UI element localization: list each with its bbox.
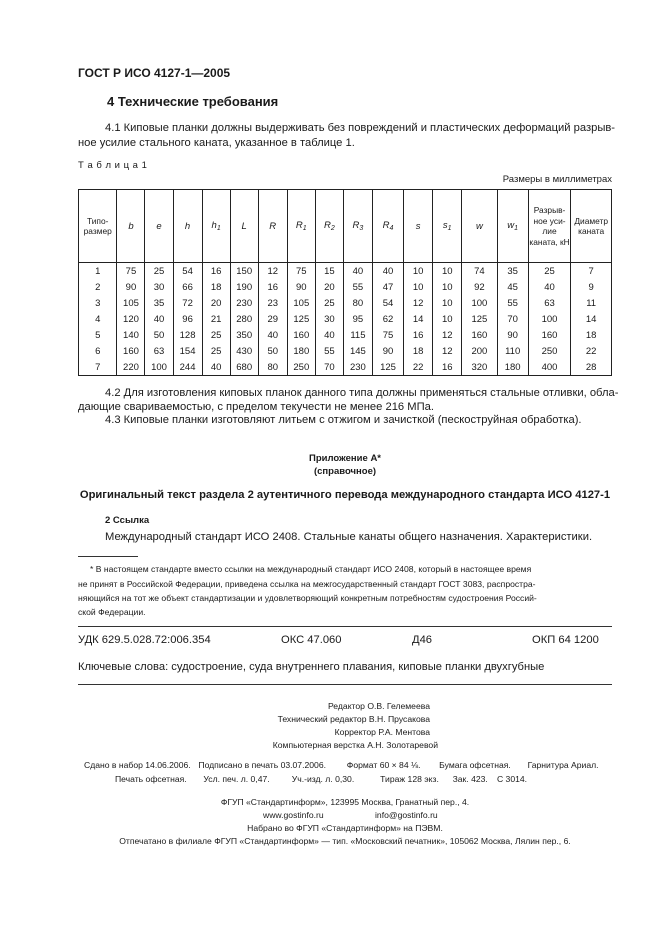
oks-code: ОКС 47.060	[281, 634, 342, 646]
table-cell: 250	[528, 343, 571, 359]
header-l: L	[230, 190, 258, 263]
table-cell: 230	[343, 359, 372, 376]
table-cell: 244	[173, 359, 202, 376]
table-cell: 25	[315, 295, 343, 311]
table-cell: 100	[462, 295, 497, 311]
table-cell: 7	[79, 359, 117, 376]
table-cell: 12	[258, 263, 287, 280]
paragraph-4-2-line2: дающие свариваемостью, с пределом текучести не менее 216 МПа.	[78, 401, 434, 413]
paragraph-4-3: 4.3 Киповые планки изготовляют литьем с отжигом и зачисткой (пескоструйная обработка).	[105, 414, 582, 426]
table-cell: 2	[79, 279, 117, 295]
table-cell: 47	[372, 279, 403, 295]
table-cell: 22	[404, 359, 433, 376]
table-cell: 70	[497, 311, 528, 327]
table-cell: 125	[287, 311, 315, 327]
table-cell: 29	[258, 311, 287, 327]
credit-tech-editor: Технический редактор В.Н. Прусакова	[277, 714, 430, 724]
table-cell: 90	[117, 279, 145, 295]
table-cell: 21	[202, 311, 230, 327]
table-cell: 18	[202, 279, 230, 295]
table-cell: 74	[462, 263, 497, 280]
table-cell: 10	[433, 311, 462, 327]
printing-line2	[115, 773, 615, 786]
udk-code: УДК 629.5.028.72:006.354	[78, 634, 211, 646]
table-cell: 110	[497, 343, 528, 359]
credit-corrector: Корректор Р.А. Ментова	[334, 727, 430, 737]
table-cell: 115	[343, 327, 372, 343]
table-cell: 55	[497, 295, 528, 311]
table-cell: 320	[462, 359, 497, 376]
table-cell: 125	[372, 359, 403, 376]
table-cell: 23	[258, 295, 287, 311]
publisher-line3: Набрано во ФГУП «Стандартинформ» на ПЭВМ.	[247, 823, 443, 833]
table-cell: 55	[343, 279, 372, 295]
table-cell: 22	[571, 343, 612, 359]
print-font: Гарнитура Ариал.	[527, 760, 599, 770]
header-h1: $h_1$	[202, 190, 230, 263]
table-row	[79, 343, 612, 359]
table-cell: 66	[173, 279, 202, 295]
table-cell: 20	[202, 295, 230, 311]
table-cell: 400	[528, 359, 571, 376]
header-b: b	[117, 190, 145, 263]
paragraph-4-1-line2: ное усилие стального каната, указанное в таблице 1.	[78, 137, 355, 149]
table-cell: 10	[404, 279, 433, 295]
table-cell: 40	[372, 263, 403, 280]
footnote-line3: няющийся на тот же объект стандартизации и удовлетворяющий конкретным потребностям судостроения Россий-	[78, 593, 537, 603]
header-r: R	[258, 190, 287, 263]
table-cell: 145	[343, 343, 372, 359]
table-cell: 140	[117, 327, 145, 343]
table-cell: 62	[372, 311, 403, 327]
table-cell: 90	[287, 279, 315, 295]
table-header-row	[79, 190, 612, 263]
keywords: Ключевые слова: судостроение, суда внутреннего плавания, киповые планки двухгубные	[78, 661, 545, 673]
table-row	[79, 359, 612, 376]
header-e: e	[145, 190, 173, 263]
table-cell: 10	[433, 263, 462, 280]
footnote-line2: не принят в Российской Федерации, приведена ссылка на межгосударственный стандарт ГОСТ 3083, распростра-	[78, 579, 536, 589]
table-cell: 14	[571, 311, 612, 327]
table-cell: 30	[315, 311, 343, 327]
print-run: Тираж 128 экз.	[380, 774, 439, 784]
table-cell: 14	[404, 311, 433, 327]
table-cell: 160	[287, 327, 315, 343]
table-cell: 200	[462, 343, 497, 359]
header-r4: $R_4$	[372, 190, 403, 263]
header-h: h	[173, 190, 202, 263]
table-cell: 54	[372, 295, 403, 311]
table-cell: 25	[145, 263, 173, 280]
table-cell: 100	[145, 359, 173, 376]
print-edsheets: Уч.-изд. л. 0,30.	[291, 774, 355, 784]
table-cell: 20	[315, 279, 343, 295]
table-units: Размеры в миллиметрах	[502, 174, 612, 185]
table-cell: 40	[528, 279, 571, 295]
table-cell: 160	[462, 327, 497, 343]
table-cell: 10	[404, 263, 433, 280]
table-cell: 50	[258, 343, 287, 359]
table-cell: 3	[79, 295, 117, 311]
print-signed: Подписано в печать 03.07.2006.	[198, 760, 326, 770]
header-rope-diameter: Диаметр каната	[571, 190, 612, 263]
data-table	[78, 189, 612, 376]
table-cell: 9	[571, 279, 612, 295]
table-cell: 5	[79, 327, 117, 343]
table-cell: 80	[258, 359, 287, 376]
table-cell: 350	[230, 327, 258, 343]
table-cell: 80	[343, 295, 372, 311]
table-cell: 10	[433, 279, 462, 295]
table-cell: 90	[497, 327, 528, 343]
table-cell: 154	[173, 343, 202, 359]
table-cell: 128	[173, 327, 202, 343]
table-cell: 40	[145, 311, 173, 327]
paragraph-4-1-line1: 4.1 Киповые планки должны выдерживать без повреждений и пластических деформаций разрыв-	[105, 122, 616, 134]
table-cell: 220	[117, 359, 145, 376]
table-cell: 40	[258, 327, 287, 343]
table-row	[79, 263, 612, 280]
header-w: w	[462, 190, 497, 263]
table-cell: 28	[571, 359, 612, 376]
table-cell: 75	[372, 327, 403, 343]
header-r2: $R_2$	[315, 190, 343, 263]
print-format: Формат 60 × 84 ⅛.	[346, 760, 421, 770]
table-cell: 280	[230, 311, 258, 327]
okp-code: ОКП 64 1200	[532, 634, 599, 646]
table-cell: 40	[343, 263, 372, 280]
header-s: s	[404, 190, 433, 263]
print-paper: Бумага офсетная.	[439, 760, 511, 770]
appendix-subtitle: (справочное)	[313, 466, 377, 477]
table-cell: 92	[462, 279, 497, 295]
table-cell: 105	[287, 295, 315, 311]
table-cell: 96	[173, 311, 202, 327]
table-cell: 90	[372, 343, 403, 359]
print-order: Зак. 423.	[452, 774, 488, 784]
table-cell: 430	[230, 343, 258, 359]
footnote-line4: ской Федерации.	[78, 607, 146, 617]
reference-text: Международный стандарт ИСО 2408. Стальные канаты общего назначения. Характеристики.	[105, 531, 593, 543]
section-title: 4 Технические требования	[107, 94, 279, 109]
table-cell: 105	[117, 295, 145, 311]
header-type-size: Типо-размер	[79, 190, 117, 263]
table-cell: 10	[433, 295, 462, 311]
table-cell: 160	[528, 327, 571, 343]
table-row	[79, 295, 612, 311]
table-row	[79, 327, 612, 343]
table-cell: 230	[230, 295, 258, 311]
table-cell: 16	[433, 359, 462, 376]
table-cell: 190	[230, 279, 258, 295]
table-cell: 12	[433, 343, 462, 359]
header-w1: $w_1$	[497, 190, 528, 263]
table-cell: 75	[287, 263, 315, 280]
footnote-divider	[78, 556, 138, 557]
classification-top-rule	[78, 626, 612, 627]
print-sent: Сдано в набор 14.06.2006.	[84, 760, 191, 770]
table-cell: 1	[79, 263, 117, 280]
table-cell: 70	[315, 359, 343, 376]
header-r1: $R_1$	[287, 190, 315, 263]
footnote-line1: * В настоящем стандарте вместо ссылки на международный стандарт ИСО 2408, который в настоящее время	[90, 564, 532, 574]
table-cell: 50	[145, 327, 173, 343]
table-cell: 120	[117, 311, 145, 327]
publisher-email[interactable]: info@gostinfo.ru	[375, 810, 438, 820]
table-cell: 12	[433, 327, 462, 343]
table-cell: 72	[173, 295, 202, 311]
table-cell: 25	[528, 263, 571, 280]
table-cell: 7	[571, 263, 612, 280]
table-cell: 63	[145, 343, 173, 359]
table-cell: 4	[79, 311, 117, 327]
table-cell: 25	[202, 343, 230, 359]
print-sheets: Усл. печ. л. 0,47.	[203, 774, 270, 784]
table-cell: 35	[497, 263, 528, 280]
table-cell: 55	[315, 343, 343, 359]
table-cell: 63	[528, 295, 571, 311]
table-cell: 45	[497, 279, 528, 295]
print-method: Печать офсетная.	[115, 774, 187, 784]
print-c: С 3014.	[496, 774, 528, 784]
table-caption: Т а б л и ц а 1	[78, 160, 148, 171]
table-cell: 18	[571, 327, 612, 343]
header-breaking-force: Разрыв-ное уси-лие каната, кН	[528, 190, 571, 263]
publisher-web[interactable]: www.gostinfo.ru	[263, 810, 324, 820]
table-cell: 150	[230, 263, 258, 280]
table-cell: 100	[528, 311, 571, 327]
table-cell: 16	[202, 263, 230, 280]
table-cell: 40	[315, 327, 343, 343]
table-cell: 15	[315, 263, 343, 280]
publisher-line4: Отпечатано в филиале ФГУП «Стандартинформ» — тип. «Московский печатник», 105062 Москва, Лялин пер., 6.	[119, 836, 571, 846]
paragraph-4-2-line1: 4.2 Для изготовления киповых планок данного типа должны применяться стальные отливки, обла-	[105, 387, 619, 399]
table-cell: 40	[202, 359, 230, 376]
table-cell: 30	[145, 279, 173, 295]
publisher-line1: ФГУП «Стандартинформ», 123995 Москва, Гранатный пер., 4.	[220, 797, 470, 807]
table-cell: 35	[145, 295, 173, 311]
table-cell: 6	[79, 343, 117, 359]
table-cell: 160	[117, 343, 145, 359]
table-cell: 16	[258, 279, 287, 295]
credit-editor: Редактор О.В. Гелемеева	[327, 701, 430, 711]
header-r3: $R_3$	[343, 190, 372, 263]
printing-line1	[84, 759, 604, 772]
table-cell: 16	[404, 327, 433, 343]
credit-layout: Компьютерная верстка А.Н. Золотаревой	[272, 740, 438, 750]
table-cell: 125	[462, 311, 497, 327]
table-cell: 11	[571, 295, 612, 311]
table-cell: 680	[230, 359, 258, 376]
reference-label: 2 Ссылка	[105, 515, 150, 526]
header-s1: $s_1$	[433, 190, 462, 263]
d-code: Д46	[412, 634, 433, 646]
table-cell: 54	[173, 263, 202, 280]
appendix-title: Приложение А*	[308, 453, 381, 464]
table-row	[79, 279, 612, 295]
classification-bottom-rule	[78, 684, 612, 685]
table-cell: 95	[343, 311, 372, 327]
appendix-heading: Оригинальный текст раздела 2 аутентичного перевода международного стандарта ИСО 4127-1	[79, 489, 611, 501]
table-cell: 180	[497, 359, 528, 376]
table-cell: 18	[404, 343, 433, 359]
table-cell: 25	[202, 327, 230, 343]
table-cell: 180	[287, 343, 315, 359]
document-code: ГОСТ Р ИСО 4127-1—2005	[78, 66, 231, 80]
table-cell: 75	[117, 263, 145, 280]
table-cell: 12	[404, 295, 433, 311]
table-row	[79, 311, 612, 327]
table-cell: 250	[287, 359, 315, 376]
